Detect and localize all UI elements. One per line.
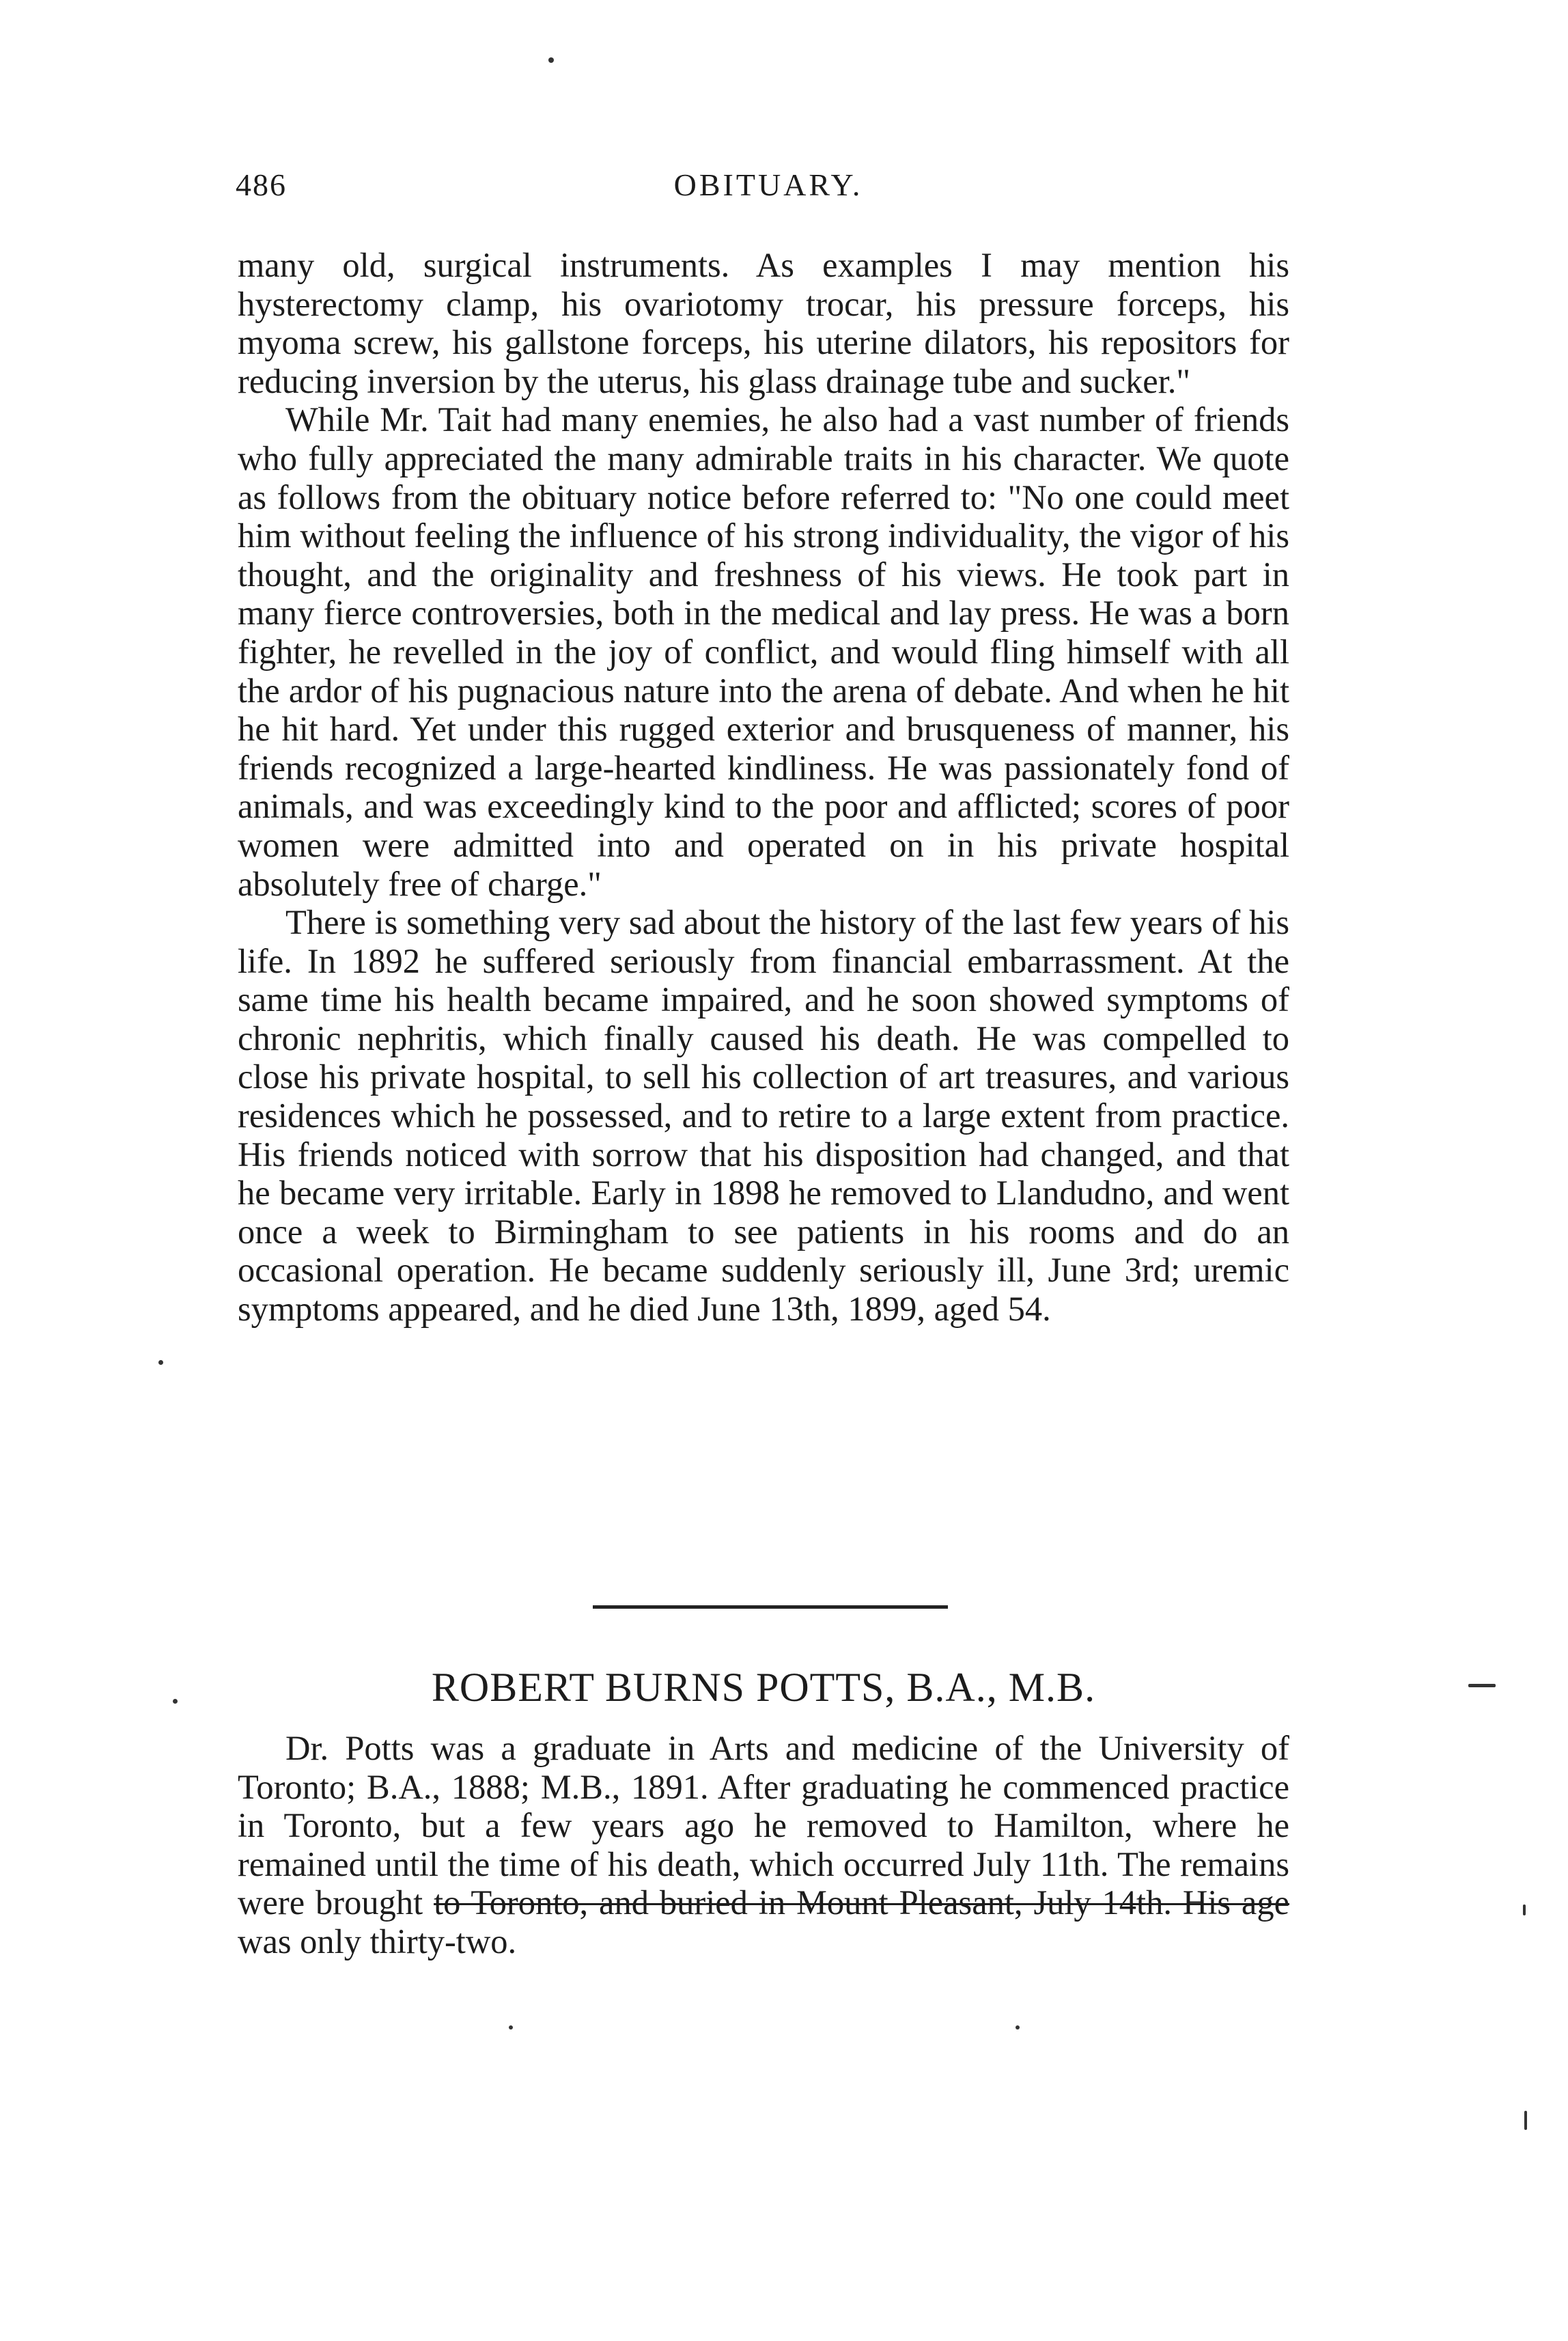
ink-speck <box>548 57 554 63</box>
struck-text: to Toronto, and buried in Mount Pleasant, July 14th. His age <box>434 1883 1290 1922</box>
ink-speck <box>1016 2025 1020 2030</box>
potts-text-end: was only thirty-two. <box>238 1922 517 1961</box>
article-title: ROBERT BURNS POTTS, B.A., M.B. <box>431 1665 1096 1710</box>
ink-speck <box>1523 1904 1526 1915</box>
potts-text: Dr. Potts was a graduate in Arts and medicine of the University of Toronto; B.A., 1888; M.B., 1891. After graduating he commenced practice in Toronto, but a few years ago he removed to Hamilton, where he remained until the time of his death, which occurred July 11th. The remains were brought <box>238 1729 1289 1922</box>
paragraph-last-years: There is something very sad about the history of the last few years of his life. In 1892 he suffered seriously from financial embarrassment. At the same time his health became impaired, and he soon showed symptoms of chronic nephritis, which finally caused his death. He was compelled to close his private hospital, to sell his collection of art treasures, and various residences which he possessed, and to retire to a large extent from practice. His friends noticed with sorrow that his disposition had changed, and that he became very irritable. Early in 1898 he removed to Llandudno, and went once a week to Birmingham to see patients in his rooms and do an occasional operation. He became suddenly seriously ill, June 3rd; uremic symptoms appeared, and he died June 13th, 1899, aged 54. <box>238 903 1289 1329</box>
tait-obituary-continuation <box>238 246 1289 1329</box>
paragraph-potts <box>238 1729 1289 1961</box>
paragraph-instruments: many old, surgical instruments. As examples I may mention his hysterectomy clamp, his ovariotomy trocar, his pressure forceps, his myoma screw, his gallstone forceps, his uterine dilators, his repositors for reducing inversion by the uterus, his glass drainage tube and sucker." <box>238 246 1289 400</box>
ink-speck <box>173 1699 178 1704</box>
ink-speck <box>1468 1684 1496 1687</box>
potts-obituary <box>238 1729 1289 1961</box>
ink-speck <box>158 1360 163 1365</box>
section-divider <box>593 1605 948 1609</box>
page-header <box>236 167 1301 221</box>
running-head: OBITUARY. <box>673 167 863 202</box>
ink-speck <box>509 2025 513 2030</box>
page-number: 486 <box>236 167 287 202</box>
paragraph-character: While Mr. Tait had many enemies, he also had a vast number of friends who fully appreciated the many admirable traits in his character. We quote as follows from the obituary notice before referred to: "No one could meet him without feeling the influence of his strong individuality, the vigor of his thought, and the originality and freshness of his views. He took part in many fierce controversies, both in the medical and lay press. He was a born fighter, he revelled in the joy of conflict, and would fling himself with all the ardor of his pugnacious nature into the arena of debate. And when he hit he hit hard. Yet under this rugged exterior and brusqueness of manner, his friends recognized a large-hearted kindliness. He was passionately fond of animals, and was exceedingly kind to the poor and afflicted; scores of poor women were admitted into and operated on in his private hospital absolutely free of charge." <box>238 400 1289 903</box>
ink-speck <box>1524 2111 1527 2130</box>
